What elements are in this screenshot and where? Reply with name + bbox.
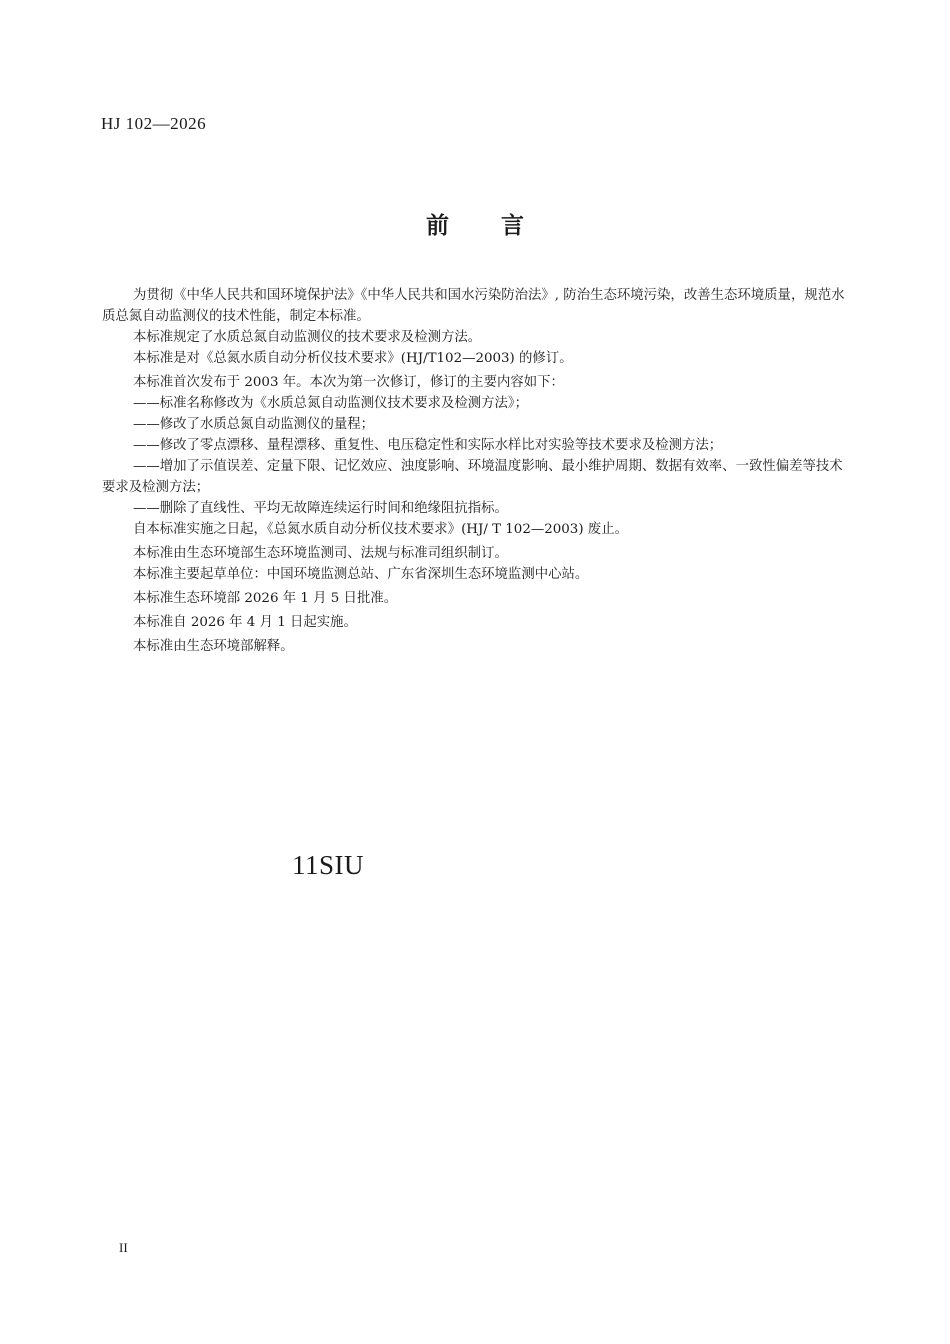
stray-text: 11SIU — [292, 850, 365, 880]
change-item-removed: ——删除了直线性、平均无故障连续运行时间和绝缘阻抗指标。 — [133, 501, 508, 516]
page-number: II — [119, 1240, 128, 1255]
change-item-modified-tests: ——修改了零点漂移、量程漂移、重复性、电压稳定性和实际水样比对实验等技术要求及检测方法； — [133, 438, 723, 453]
change-item-range: ——修改了水质总氮自动监测仪的量程； — [133, 417, 375, 432]
paragraph-organizer: 本标准由生态环境部生态环境监测司、法规与标准司组织制订。 — [133, 546, 508, 561]
paragraph-history: 本标准首次发布于 2003 年。本次为第一次修订，修订的主要内容如下： — [133, 375, 564, 390]
paragraph-repeal: 自本标准实施之日起，《总氮水质自动分析仪技术要求》(HJ/ T 102—2003) 废止。 — [133, 522, 628, 537]
change-item-name: ——标准名称修改为《水质总氮自动监测仪技术要求及检测方法》； — [133, 396, 529, 411]
paragraph-approval: 本标准生态环境部 2026 年 1 月 5 日批准。 — [133, 591, 398, 606]
paragraph-scope: 本标准规定了水质总氮自动监测仪的技术要求及检测方法。 — [133, 330, 482, 345]
paragraph-drafters: 本标准主要起草单位：中国环境监测总站、广东省深圳生态环境监测中心站。 — [133, 567, 589, 582]
paragraph-purpose: 为贯彻《中华人民共和国环境保护法》《中华人民共和国水污染防治法》, 防治生态环境污染，改善生态环境质量，规范水质总氮自动监测仪的技术性能，制定本标准。 — [102, 288, 845, 324]
paragraph-revision: 本标准是对《总氮水质自动分析仪技术要求》(HJ/T102—2003) 的修订。 — [133, 351, 573, 366]
preface-body — [102, 285, 847, 657]
paragraph-interpretation: 本标准由生态环境部解释。 — [133, 639, 294, 654]
page-title: 前言 — [426, 213, 576, 239]
document-code: HJ 102—2026 — [101, 114, 207, 133]
change-item-added-tests: ——增加了示值误差、定量下限、记忆效应、浊度影响、环境温度影响、最小维护周期、数据有效率、一致性偏差等技术要求及检测方法； — [102, 459, 843, 495]
paragraph-effective: 本标准自 2026 年 4 月 1 日起实施。 — [133, 615, 357, 630]
